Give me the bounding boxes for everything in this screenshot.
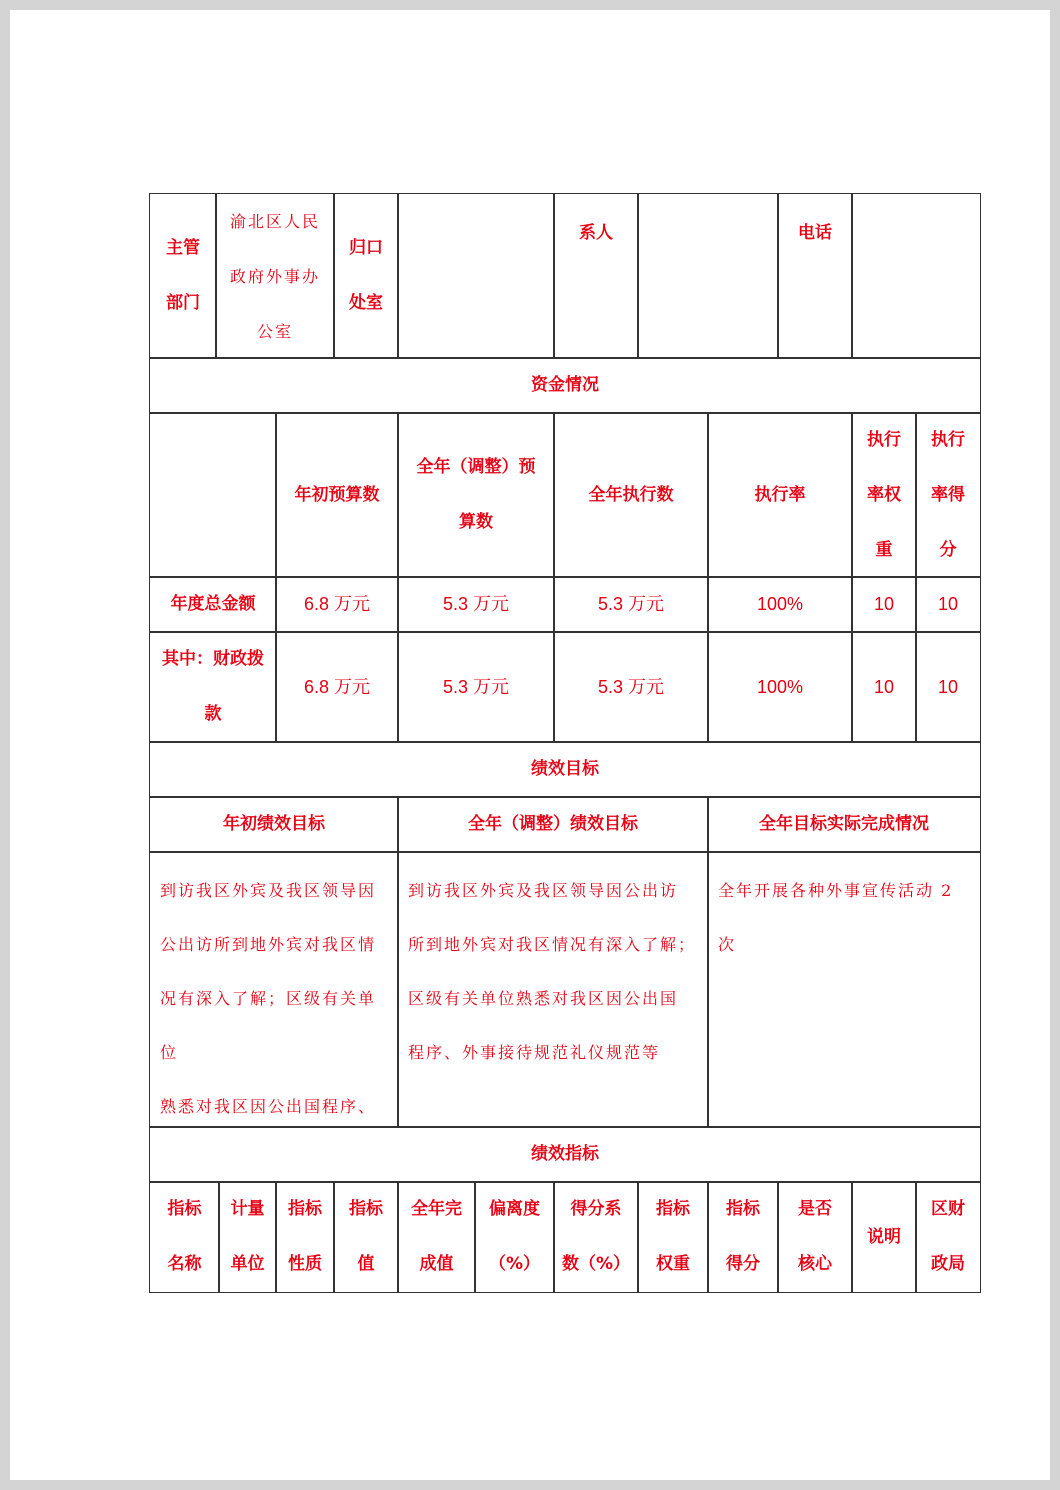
dept-value: 渝北区人民 政府外事办 公室 xyxy=(215,193,335,359)
funds-col-initial: 年初预算数 xyxy=(275,412,399,578)
funds-row-weight: 10 xyxy=(851,576,917,633)
ind-col-value: 指标 值 xyxy=(333,1181,399,1293)
contact-value xyxy=(637,193,779,359)
funds-row-score: 10 xyxy=(915,631,981,743)
funds-row-label: 其中：财政拨 款 xyxy=(149,631,277,743)
goals-col-initial: 年初绩效目标 xyxy=(149,796,399,853)
funds-col-adjusted: 全年（调整）预 算数 xyxy=(397,412,555,578)
goals-col-actual: 全年目标实际完成情况 xyxy=(707,796,981,853)
funds-section-title: 资金情况 xyxy=(149,357,981,414)
ind-col-completed: 全年完 成值 xyxy=(397,1181,476,1293)
ind-col-score: 指标 得分 xyxy=(707,1181,779,1293)
indicators-section-title: 绩效指标 xyxy=(149,1126,981,1183)
goals-section-title: 绩效目标 xyxy=(149,741,981,798)
ind-col-coefficient: 得分系 数（%） xyxy=(553,1181,639,1293)
goals-col-adjusted: 全年（调整）绩效目标 xyxy=(397,796,709,853)
funds-row-adjusted: 5.3 万元 xyxy=(397,631,555,743)
funds-col-rate: 执行率 xyxy=(707,412,853,578)
funds-row-initial: 6.8 万元 xyxy=(275,576,399,633)
dept-label: 主管 部门 xyxy=(149,193,217,359)
goals-actual-text: 全年开展各种外事宣传活动 2 次 xyxy=(707,851,981,1128)
phone-label: 电话 xyxy=(777,193,853,359)
goals-initial-text: 到访我区外宾及我区领导因 公出访所到地外宾对我区情 况有深入了解；区级有关单位 熟悉对我区因公出国程序、 xyxy=(149,851,399,1128)
phone-value xyxy=(851,193,981,359)
document-page xyxy=(10,10,1050,1480)
ind-col-nature: 指标 性质 xyxy=(275,1181,335,1293)
funds-row-label: 年度总金额 xyxy=(149,576,277,633)
ind-col-name: 指标 名称 xyxy=(149,1181,220,1293)
funds-col-weight: 执行 率权 重 xyxy=(851,412,917,578)
office-label: 归口 处室 xyxy=(333,193,399,359)
funds-row-score: 10 xyxy=(915,576,981,633)
funds-row-executed: 5.3 万元 xyxy=(553,631,709,743)
ind-col-deviation: 偏离度 （%） xyxy=(474,1181,555,1293)
funds-col-blank xyxy=(149,412,277,578)
ind-col-finance: 区财 政局 xyxy=(915,1181,981,1293)
office-value xyxy=(397,193,555,359)
funds-row-rate: 100% xyxy=(707,576,853,633)
funds-row-weight: 10 xyxy=(851,631,917,743)
ind-col-core: 是否 核心 xyxy=(777,1181,853,1293)
funds-row-rate: 100% xyxy=(707,631,853,743)
funds-col-score: 执行 率得 分 xyxy=(915,412,981,578)
funds-row-executed: 5.3 万元 xyxy=(553,576,709,633)
ind-col-note: 说明 xyxy=(851,1181,917,1293)
goals-adjusted-text: 到访我区外宾及我区领导因公出访 所到地外宾对我区情况有深入了解； 区级有关单位熟悉对我区因公出国 程序、外事接待规范礼仪规范等 xyxy=(397,851,709,1128)
funds-row-adjusted: 5.3 万元 xyxy=(397,576,555,633)
ind-col-unit: 计量 单位 xyxy=(218,1181,277,1293)
contact-label: 系人 xyxy=(553,193,639,359)
ind-col-weight: 指标 权重 xyxy=(637,1181,709,1293)
funds-row-initial: 6.8 万元 xyxy=(275,631,399,743)
funds-col-executed: 全年执行数 xyxy=(553,412,709,578)
